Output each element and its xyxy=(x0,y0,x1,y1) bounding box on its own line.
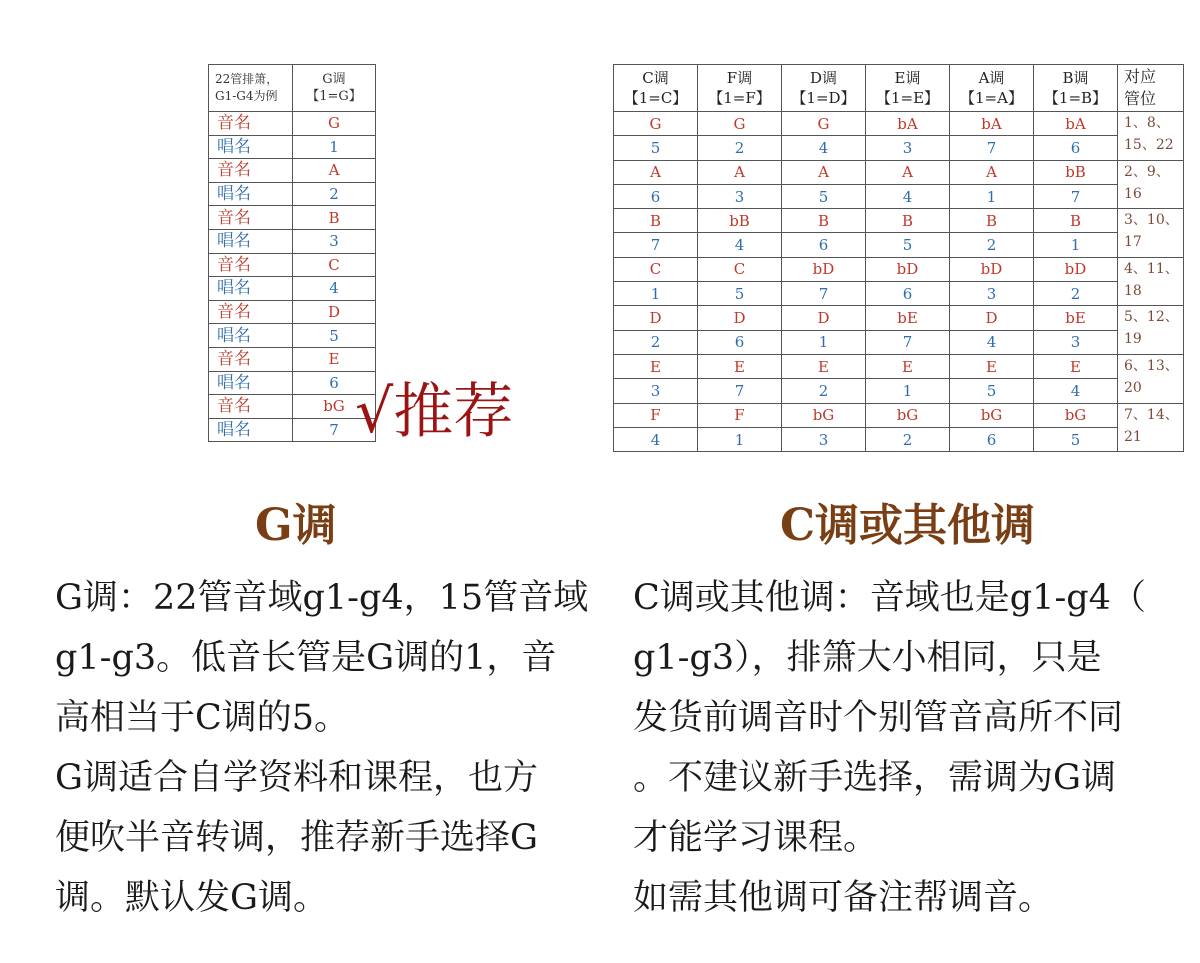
solfa-cell: 1 xyxy=(614,282,698,306)
pipe-position-header-line-1: 对应 xyxy=(1124,67,1157,86)
note-cell: B xyxy=(866,209,950,233)
solfa-name-label: 唱名 xyxy=(209,277,293,301)
key-header xyxy=(1034,65,1118,112)
table-row xyxy=(209,418,376,442)
solfa-value: 6 xyxy=(293,371,376,395)
solfa-cell: 2 xyxy=(782,379,866,403)
g-key-line-5: 便吹半音转调，推荐新手选择G xyxy=(55,818,538,858)
solfa-cell: 1 xyxy=(866,379,950,403)
solfa-name-label: 唱名 xyxy=(209,418,293,442)
key-header-label: F调 xyxy=(726,69,753,87)
g-key-line-3: 高相当于C调的5。 xyxy=(55,698,350,738)
note-name-label: 音名 xyxy=(209,206,293,230)
solfa-cell: 5 xyxy=(866,233,950,257)
g-key-sub: 【1=G】 xyxy=(306,89,362,104)
g-key-heading: G调 xyxy=(255,500,337,551)
solfa-cell: 6 xyxy=(698,330,782,354)
note-cell: B xyxy=(614,209,698,233)
table-row xyxy=(209,253,376,277)
key-header-sub: 【1=B】 xyxy=(1043,89,1108,107)
solfa-value: 7 xyxy=(293,418,376,442)
pipe-position-cell: 1、8、15、22 xyxy=(1118,112,1184,161)
pipe-position-cell: 5、12、19 xyxy=(1118,306,1184,355)
note-cell: bG xyxy=(1034,403,1118,427)
solfa-name-label: 唱名 xyxy=(209,371,293,395)
note-name-label: 音名 xyxy=(209,395,293,419)
note-cell: A xyxy=(782,160,866,184)
solfa-cell: 7 xyxy=(614,233,698,257)
pipe-position-cell: 7、14、21 xyxy=(1118,403,1184,452)
g-key-label: G调 xyxy=(322,72,346,87)
recommend-mark: √推荐 xyxy=(355,377,514,447)
solfa-value: 4 xyxy=(293,277,376,301)
table-row xyxy=(209,229,376,253)
key-header xyxy=(866,65,950,112)
table-row xyxy=(614,160,1184,184)
solfa-cell: 1 xyxy=(1034,233,1118,257)
table-row xyxy=(614,306,1184,330)
note-cell: D xyxy=(782,306,866,330)
note-cell: A xyxy=(866,160,950,184)
pipe-position-cell: 6、13、20 xyxy=(1118,354,1184,403)
note-cell: bB xyxy=(1034,160,1118,184)
note-name-label: 音名 xyxy=(209,300,293,324)
pipe-position-header xyxy=(1118,65,1184,112)
note-cell: E xyxy=(950,354,1034,378)
table-row xyxy=(614,379,1184,403)
note-name-label: 音名 xyxy=(209,159,293,183)
note-value: G xyxy=(293,112,376,136)
table-row xyxy=(209,135,376,159)
note-cell: B xyxy=(1034,209,1118,233)
solfa-name-label: 唱名 xyxy=(209,135,293,159)
solfa-value: 3 xyxy=(293,229,376,253)
table-row xyxy=(209,395,376,419)
table-row xyxy=(614,282,1184,306)
solfa-cell: 7 xyxy=(1034,184,1118,208)
g-key-header xyxy=(293,65,376,112)
solfa-cell: 5 xyxy=(614,136,698,160)
solfa-cell: 4 xyxy=(866,184,950,208)
note-cell: bG xyxy=(782,403,866,427)
note-cell: bD xyxy=(950,257,1034,281)
note-cell: G xyxy=(614,112,698,136)
note-cell: bA xyxy=(1034,112,1118,136)
solfa-cell: 2 xyxy=(614,330,698,354)
solfa-cell: 3 xyxy=(782,427,866,451)
note-name-label: 音名 xyxy=(209,253,293,277)
solfa-cell: 1 xyxy=(950,184,1034,208)
solfa-cell: 6 xyxy=(950,427,1034,451)
solfa-cell: 2 xyxy=(1034,282,1118,306)
solfa-name-label: 唱名 xyxy=(209,229,293,253)
solfa-cell: 4 xyxy=(614,427,698,451)
key-header-label: D调 xyxy=(809,69,838,87)
solfa-cell: 4 xyxy=(782,136,866,160)
table-row xyxy=(614,233,1184,257)
key-header-sub: 【1=A】 xyxy=(960,89,1023,107)
pipe-position-header-line-2: 管位 xyxy=(1124,89,1157,108)
solfa-value: 2 xyxy=(293,182,376,206)
note-cell: F xyxy=(614,403,698,427)
note-value: bG xyxy=(293,395,376,419)
note-cell: B xyxy=(782,209,866,233)
note-cell: E xyxy=(614,354,698,378)
solfa-cell: 3 xyxy=(950,282,1034,306)
note-cell: C xyxy=(614,257,698,281)
other-keys-heading: C调或其他调 xyxy=(780,500,1036,551)
key-header xyxy=(614,65,698,112)
solfa-cell: 6 xyxy=(782,233,866,257)
pipe-position-cell: 2、9、16 xyxy=(1118,160,1184,209)
key-header xyxy=(698,65,782,112)
g-key-line-4: G调适合自学资料和课程，也方 xyxy=(55,758,538,798)
solfa-cell: 6 xyxy=(866,282,950,306)
solfa-cell: 3 xyxy=(1034,330,1118,354)
other-keys-note-table xyxy=(613,64,1184,452)
note-cell: D xyxy=(614,306,698,330)
note-cell: D xyxy=(698,306,782,330)
key-header-sub: 【1=C】 xyxy=(623,89,688,107)
g-key-line-1: G调：22管音域g1-g4，15管音域 xyxy=(55,578,589,618)
table-row xyxy=(614,427,1184,451)
note-cell: bD xyxy=(866,257,950,281)
note-cell: D xyxy=(950,306,1034,330)
solfa-cell: 4 xyxy=(950,330,1034,354)
note-cell: bA xyxy=(950,112,1034,136)
solfa-value: 5 xyxy=(293,324,376,348)
note-cell: E xyxy=(1034,354,1118,378)
table-row xyxy=(614,112,1184,136)
key-header-sub: 【1=F】 xyxy=(708,89,771,107)
solfa-cell: 6 xyxy=(614,184,698,208)
key-header-sub: 【1=E】 xyxy=(875,89,940,107)
note-cell: C xyxy=(698,257,782,281)
g-key-line-2: g1-g3。低音长管是G调的1，音 xyxy=(55,638,557,678)
table-row xyxy=(209,277,376,301)
solfa-cell: 1 xyxy=(782,330,866,354)
solfa-cell: 2 xyxy=(950,233,1034,257)
table-row xyxy=(209,347,376,371)
table-row xyxy=(614,136,1184,160)
g-key-note-table xyxy=(208,64,376,442)
corner-line-2: G1-G4为例 xyxy=(215,89,278,103)
solfa-cell: 1 xyxy=(698,427,782,451)
solfa-name-label: 唱名 xyxy=(209,324,293,348)
note-cell: A xyxy=(950,160,1034,184)
solfa-cell: 3 xyxy=(614,379,698,403)
note-cell: bA xyxy=(866,112,950,136)
note-value: D xyxy=(293,300,376,324)
corner-line-1: 22管排箫， xyxy=(215,72,279,86)
pipe-position-cell: 4、11、18 xyxy=(1118,257,1184,306)
note-cell: A xyxy=(614,160,698,184)
table-row xyxy=(614,257,1184,281)
table-row xyxy=(614,403,1184,427)
key-header xyxy=(782,65,866,112)
note-cell: E xyxy=(698,354,782,378)
table-row xyxy=(614,330,1184,354)
other-keys-line-2: g1-g3），排箫大小相同，只是 xyxy=(633,638,1102,678)
solfa-cell: 7 xyxy=(698,379,782,403)
pipe-position-cell: 3、10、17 xyxy=(1118,209,1184,258)
key-header-label: A调 xyxy=(978,69,1005,87)
other-keys-line-6: 如需其他调可备注帮调音。 xyxy=(633,878,1054,918)
note-cell: bD xyxy=(1034,257,1118,281)
table-row xyxy=(209,159,376,183)
note-cell: G xyxy=(782,112,866,136)
table-row xyxy=(209,182,376,206)
note-cell: B xyxy=(950,209,1034,233)
solfa-cell: 7 xyxy=(950,136,1034,160)
key-header xyxy=(950,65,1034,112)
note-value: A xyxy=(293,159,376,183)
note-cell: E xyxy=(782,354,866,378)
note-cell: G xyxy=(698,112,782,136)
table-row xyxy=(209,206,376,230)
table-row xyxy=(209,112,376,136)
solfa-cell: 7 xyxy=(866,330,950,354)
solfa-cell: 2 xyxy=(866,427,950,451)
solfa-cell: 3 xyxy=(866,136,950,160)
solfa-value: 1 xyxy=(293,135,376,159)
solfa-cell: 5 xyxy=(1034,427,1118,451)
table-row xyxy=(209,324,376,348)
key-header-label: B调 xyxy=(1062,69,1089,87)
solfa-cell: 7 xyxy=(782,282,866,306)
table-corner-label xyxy=(209,65,293,112)
other-keys-line-4: 。不建议新手选择，需调为G调 xyxy=(633,758,1116,798)
table-row xyxy=(614,354,1184,378)
note-value: C xyxy=(293,253,376,277)
key-header-label: E调 xyxy=(894,69,921,87)
note-cell: bE xyxy=(866,306,950,330)
other-keys-description xyxy=(633,568,1146,928)
solfa-cell: 5 xyxy=(698,282,782,306)
key-header-sub: 【1=D】 xyxy=(791,89,856,107)
table-row xyxy=(209,300,376,324)
note-cell: A xyxy=(698,160,782,184)
key-header-label: C调 xyxy=(642,69,669,87)
solfa-cell: 4 xyxy=(1034,379,1118,403)
solfa-cell: 5 xyxy=(782,184,866,208)
solfa-cell: 2 xyxy=(698,136,782,160)
table-row xyxy=(614,209,1184,233)
solfa-name-label: 唱名 xyxy=(209,182,293,206)
solfa-cell: 6 xyxy=(1034,136,1118,160)
note-cell: bG xyxy=(866,403,950,427)
other-keys-line-1: C调或其他调：音域也是g1-g4（ xyxy=(633,578,1146,618)
note-value: E xyxy=(293,347,376,371)
g-key-line-6: 调。默认发G调。 xyxy=(55,878,328,918)
solfa-cell: 3 xyxy=(698,184,782,208)
table-row xyxy=(614,184,1184,208)
note-name-label: 音名 xyxy=(209,347,293,371)
solfa-cell: 4 xyxy=(698,233,782,257)
table-row xyxy=(209,371,376,395)
g-key-description xyxy=(55,568,588,928)
solfa-cell: 5 xyxy=(950,379,1034,403)
note-cell: bB xyxy=(698,209,782,233)
other-keys-line-5: 才能学习课程。 xyxy=(633,818,879,858)
note-cell: bE xyxy=(1034,306,1118,330)
note-cell: F xyxy=(698,403,782,427)
other-keys-line-3: 发货前调音时个别管音高所不同 xyxy=(633,698,1124,738)
note-value: B xyxy=(293,206,376,230)
note-cell: E xyxy=(866,354,950,378)
note-cell: bG xyxy=(950,403,1034,427)
note-cell: bD xyxy=(782,257,866,281)
note-name-label: 音名 xyxy=(209,112,293,136)
